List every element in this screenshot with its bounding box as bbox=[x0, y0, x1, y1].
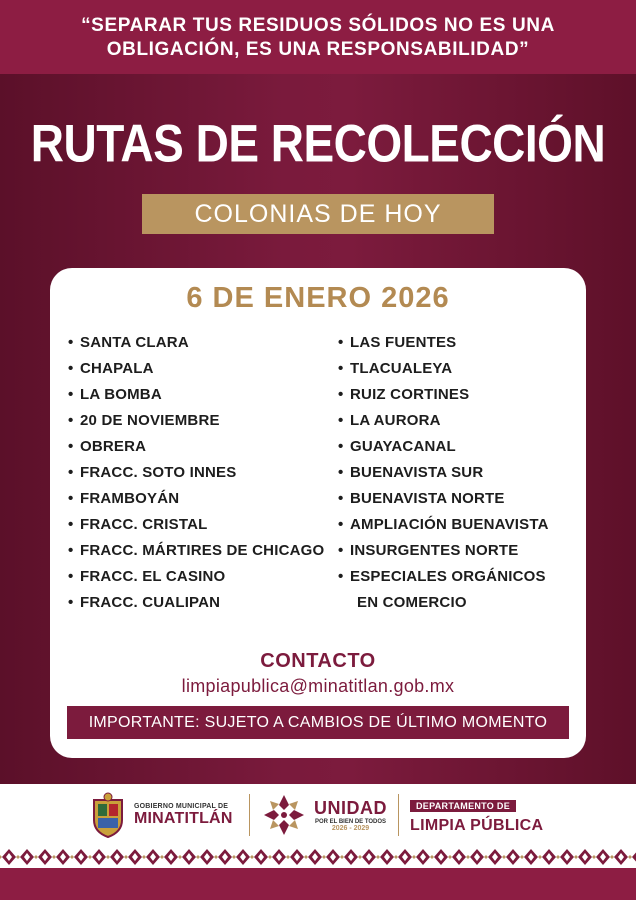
page-title: RUTAS DE RECOLECCIÓN bbox=[30, 113, 606, 173]
list-item bbox=[338, 410, 549, 436]
contact-email[interactable]: limpiapublica@minatitlan.gob.mx bbox=[181, 676, 455, 696]
colonia-name: GUAYACANAL bbox=[350, 438, 456, 455]
bullet: • bbox=[68, 594, 74, 611]
depto-small-text: DEPARTAMENTO DE bbox=[410, 800, 516, 812]
colonia-name: FRACC. MÁRTIRES DE CHICAGO bbox=[80, 542, 325, 559]
footer-divider bbox=[398, 794, 399, 836]
list-item bbox=[338, 462, 549, 488]
subtitle-badge: COLONIAS DE HOY bbox=[142, 194, 494, 234]
gob-big-text: MINATITLÁN bbox=[134, 809, 233, 827]
colonia-name: CHAPALA bbox=[80, 360, 154, 377]
bullet: • bbox=[338, 490, 344, 507]
list-item bbox=[338, 514, 549, 540]
colonia-name: OBRERA bbox=[80, 438, 147, 455]
list-item bbox=[338, 566, 549, 592]
quote-line-1: “SEPARAR TUS RESIDUOS SÓLIDOS NO ES UNA bbox=[81, 15, 555, 36]
route-date: 6 DE ENERO 2026 bbox=[186, 282, 450, 314]
bullet: • bbox=[68, 386, 74, 403]
bottom-band bbox=[0, 868, 636, 900]
bullet: • bbox=[68, 360, 74, 377]
bullet: • bbox=[68, 516, 74, 533]
bullet: • bbox=[68, 334, 74, 351]
unidad-years-text: 2026 - 2029 bbox=[331, 825, 370, 832]
colonia-name: RUIZ CORTINES bbox=[350, 386, 470, 403]
bullet: • bbox=[68, 412, 74, 429]
bullet: • bbox=[338, 516, 344, 533]
list-item bbox=[68, 540, 324, 566]
bullet: • bbox=[338, 568, 344, 585]
colonia-name: EN COMERCIO bbox=[357, 594, 467, 611]
bullet: • bbox=[338, 360, 344, 377]
footer-logos bbox=[0, 784, 636, 846]
colonia-name: FRACC. CRISTAL bbox=[80, 516, 208, 533]
list-item-continuation bbox=[338, 592, 549, 618]
gob-small-text: GOBIERNO MUNICIPAL DE bbox=[134, 802, 229, 810]
list-item bbox=[338, 332, 549, 358]
list-item bbox=[68, 436, 324, 462]
colonias-list-left bbox=[68, 332, 324, 618]
bullet: • bbox=[338, 438, 344, 455]
list-item bbox=[68, 566, 324, 592]
depto-text bbox=[410, 796, 543, 835]
colonia-name: FRAMBOYÁN bbox=[80, 490, 180, 507]
contact-title: CONTACTO bbox=[260, 650, 376, 672]
list-item bbox=[68, 514, 324, 540]
colonias-list-right bbox=[338, 332, 549, 618]
unidad-big-text: UNIDAD bbox=[314, 798, 387, 818]
list-item bbox=[68, 332, 324, 358]
bullet: • bbox=[338, 542, 344, 559]
unidad-star-icon bbox=[262, 793, 306, 837]
bullet: • bbox=[68, 438, 74, 455]
bullet: • bbox=[68, 464, 74, 481]
colonia-name: LA AURORA bbox=[350, 412, 441, 429]
colonia-name: FRACC. CUALIPAN bbox=[80, 594, 221, 611]
important-notice: IMPORTANTE: SUJETO A CAMBIOS DE ÚLTIMO MOMENTO bbox=[67, 706, 569, 739]
depto-big-text: LIMPIA PÚBLICA bbox=[410, 816, 544, 834]
bullet: • bbox=[68, 568, 74, 585]
decorative-pattern-strip bbox=[0, 846, 636, 868]
list-item bbox=[338, 384, 549, 410]
bullet: • bbox=[68, 542, 74, 559]
colonia-name: LAS FUENTES bbox=[350, 334, 457, 351]
quote-line-2: OBLIGACIÓN, ES UNA RESPONSABILIDAD” bbox=[106, 39, 530, 60]
colonia-name: BUENAVISTA SUR bbox=[350, 464, 484, 481]
colonia-name: FRACC. SOTO INNES bbox=[80, 464, 237, 481]
bullet: • bbox=[338, 412, 344, 429]
coat-of-arms-icon bbox=[90, 792, 126, 838]
colonia-name: INSURGENTES NORTE bbox=[350, 542, 519, 559]
limpia-publica-logo bbox=[410, 784, 543, 846]
list-item bbox=[68, 488, 324, 514]
colonia-name: SANTA CLARA bbox=[80, 334, 189, 351]
bullet: • bbox=[338, 334, 344, 351]
colonia-name: AMPLIACIÓN BUENAVISTA bbox=[350, 516, 549, 533]
unidad-small-text: POR EL BIEN DE TODOS bbox=[314, 819, 387, 825]
minatitlan-logo bbox=[90, 784, 233, 846]
list-item bbox=[338, 540, 549, 566]
colonia-name: LA BOMBA bbox=[80, 386, 162, 403]
quote-banner bbox=[0, 0, 636, 74]
list-item bbox=[338, 436, 549, 462]
footer-divider bbox=[249, 794, 250, 836]
list-item bbox=[68, 462, 324, 488]
gob-text bbox=[134, 803, 233, 828]
list-item bbox=[68, 358, 324, 384]
unidad-text bbox=[314, 798, 387, 832]
colonia-name: TLACUALEYA bbox=[350, 360, 453, 377]
colonia-name: BUENAVISTA NORTE bbox=[350, 490, 505, 507]
unidad-logo bbox=[262, 784, 387, 846]
bullet: • bbox=[338, 464, 344, 481]
list-item bbox=[68, 592, 324, 618]
colonia-name: FRACC. EL CASINO bbox=[80, 568, 226, 585]
list-item bbox=[68, 384, 324, 410]
list-item bbox=[68, 410, 324, 436]
list-item bbox=[338, 488, 549, 514]
colonia-name: 20 DE NOVIEMBRE bbox=[80, 412, 220, 429]
bullet: • bbox=[338, 386, 344, 403]
colonia-name: ESPECIALES ORGÁNICOS bbox=[350, 568, 546, 585]
list-item bbox=[338, 358, 549, 384]
bullet: • bbox=[68, 490, 74, 507]
